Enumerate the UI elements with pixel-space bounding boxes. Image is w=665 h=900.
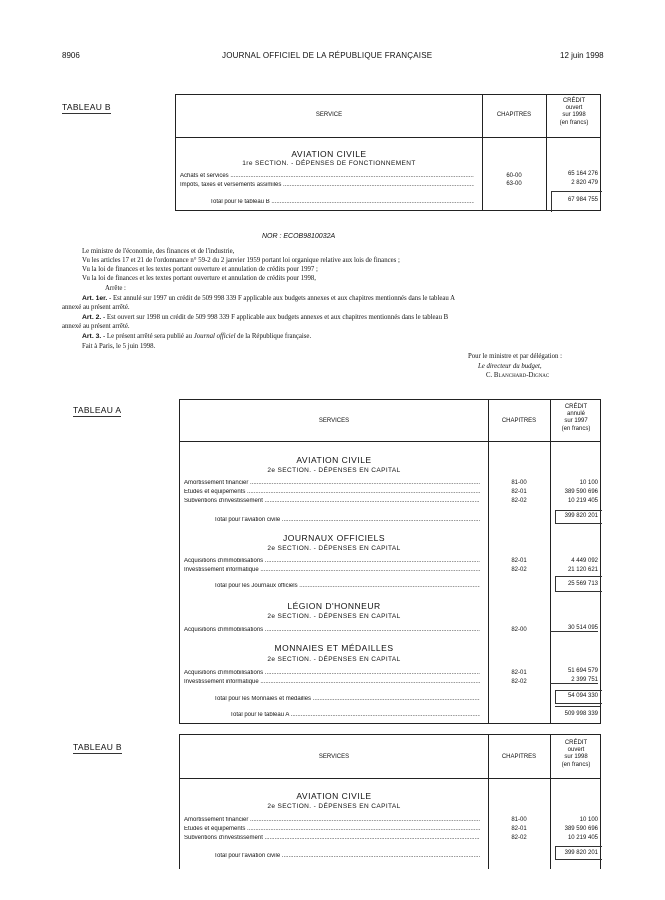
col-chapitres: CHAPITRES: [496, 112, 532, 118]
row-label: Études et équipements .....: [184, 826, 480, 832]
table-b-fonctionnement: [175, 94, 601, 211]
total-value: 399 820 201: [564, 850, 598, 856]
decree-fait: Fait à Paris, le 5 juin 1998.: [82, 343, 156, 350]
decree-vu-2: Vu la loi de finances et les textes portant ouverture et annulation de crédits pour 1997 ;: [82, 266, 318, 273]
row-label: Impôts, taxes et versements assimilés .....: [180, 182, 474, 188]
row-label: Subventions d'investissement .....: [184, 835, 480, 841]
row-chapter: 81-00: [511, 480, 527, 486]
row-label: Investissement informatique .....: [184, 679, 480, 685]
row-label: Subventions d'investissement .....: [184, 498, 480, 504]
decree-vu-1: Vu les articles 17 et 21 de l'ordonnance n° 59-2 du 2 janvier 1959 portant loi organique relative aux lois de finances ;: [82, 257, 400, 264]
section-title: LÉGION D'HONNEUR: [287, 601, 381, 611]
row-chapter: 82-02: [511, 835, 527, 841]
nor-reference: NOR : ECOB9810032A: [262, 233, 336, 240]
section-subtitle: 2e SECTION. - DÉPENSES EN CAPITAL: [267, 656, 401, 663]
grand-total-value: 509 998 339: [564, 711, 598, 717]
section-title: AVIATION CIVILE: [296, 455, 372, 465]
row-chapter: 82-02: [511, 498, 527, 504]
row-label: Études et équipements .....: [184, 489, 480, 495]
row-label: Achats et services .....: [180, 173, 474, 179]
section-title: AVIATION CIVILE: [291, 149, 367, 159]
section-title: MONNAIES ET MÉDAILLES: [274, 643, 394, 653]
total-label: Total pour le tableau B .....: [210, 199, 474, 205]
journal-title: JOURNAL OFFICIEL DE LA RÉPUBLIQUE FRANÇAISE: [222, 51, 433, 60]
decree-intro: Le ministre de l'économie, des finances et de l'industrie,: [82, 248, 235, 255]
signature-line-1: Pour le ministre et par délégation :: [468, 353, 562, 360]
row-chapter: 81-00: [511, 817, 527, 823]
row-chapter: 82-01: [511, 826, 527, 832]
total-value: 67 984 755: [567, 197, 598, 203]
row-value: 10 100: [579, 480, 598, 486]
row-label: Acquisitions d'immobilisations .....: [184, 670, 480, 676]
row-label: Acquisitions d'immobilisations .....: [184, 558, 480, 564]
row-value: 65 164 276: [567, 171, 598, 177]
decree-arrete: Arrête :: [105, 285, 126, 292]
col-chapitres: CHAPITRES: [501, 754, 537, 760]
decree-article-2-cont: annexé au présent arrêté.: [62, 323, 130, 330]
row-label: Amortissement financier .....: [184, 480, 480, 486]
col-credit: CRÉDIT ouvert sur 1998 (en francs): [561, 740, 591, 768]
row-value: 2 820 479: [571, 180, 598, 186]
total-value: 54 094 330: [567, 693, 598, 699]
signature-name: C. Blanchard-Dignac: [486, 372, 550, 379]
signature-line-2: Le directeur du budget,: [478, 363, 542, 370]
col-service: SERVICES: [318, 418, 350, 424]
row-label: Acquisitions d'immobilisations .....: [184, 627, 480, 633]
table-label: TABLEAU B: [62, 102, 111, 112]
row-value: 4 449 092: [571, 558, 598, 564]
row-value: 389 590 696: [564, 489, 598, 495]
grand-total-label: Total pour le tableau A .....: [230, 712, 480, 718]
row-label: Amortissement financier .....: [184, 817, 480, 823]
row-chapter: 82-00: [511, 627, 527, 633]
row-chapter: 82-01: [511, 489, 527, 495]
row-chapter: 82-02: [511, 679, 527, 685]
row-chapter: 82-01: [511, 558, 527, 564]
table-label: TABLEAU A: [73, 405, 122, 415]
col-service: SERVICES: [318, 754, 350, 760]
section-subtitle: 2e SECTION. - DÉPENSES EN CAPITAL: [267, 545, 401, 552]
row-value: 2 399 751: [550, 677, 598, 684]
decree-article-2: Art. 2. - Est ouvert sur 1998 un crédit de 509 998 339 F applicable aux budgets annexes et aux chapitres mentionnés dans le tableau B: [82, 314, 449, 321]
col-service: SERVICE: [315, 112, 343, 118]
total-label: Total pour l'aviation civile .....: [214, 517, 480, 523]
decree-article-3: Art. 3. - Le présent arrêté sera publié au Journal officiel de la République française.: [82, 333, 312, 340]
page-number: 8906: [62, 51, 80, 60]
section-subtitle: 2e SECTION. - DÉPENSES EN CAPITAL: [267, 803, 401, 810]
row-value: 30 514 095: [550, 625, 598, 632]
col-chapitres: CHAPITRES: [501, 418, 537, 424]
col-credit: CRÉDIT annulé sur 1997 (en francs): [561, 404, 591, 432]
total-label: Total pour l'aviation civile .....: [214, 853, 480, 859]
decree-article-1: Art. 1er. - Est annulé sur 1997 un crédit de 509 998 339 F applicable aux budgets annexes et aux chapitres mentionnés dans le tableau A: [82, 295, 455, 302]
row-value: 51 694 579: [567, 668, 598, 674]
row-chapter: 82-02: [511, 567, 527, 573]
total-label: Total pour les Journaux officiels .....: [214, 583, 480, 589]
section-subtitle: 2e SECTION. - DÉPENSES EN CAPITAL: [267, 467, 401, 474]
row-chapter: 60-00: [506, 173, 522, 179]
table-a-annulations: [179, 399, 601, 724]
row-value: 10 219 405: [567, 835, 598, 841]
total-value: 399 820 201: [564, 513, 598, 519]
issue-date: 12 juin 1998: [560, 51, 604, 60]
row-value: 10 100: [579, 817, 598, 823]
row-value: 21 120 621: [567, 567, 598, 573]
row-chapter: 63-00: [506, 181, 522, 187]
section-subtitle: 1re SECTION. - DÉPENSES DE FONCTIONNEMENT: [242, 160, 416, 167]
section-title: JOURNAUX OFFICIELS: [282, 533, 386, 543]
row-chapter: 82-01: [511, 670, 527, 676]
decree-article-1-cont: annexé au présent arrêté.: [62, 304, 130, 311]
row-value: 389 590 696: [564, 826, 598, 832]
section-title: AVIATION CIVILE: [296, 791, 372, 801]
row-label: Investissement informatique .....: [184, 567, 480, 573]
row-value: 10 219 405: [567, 498, 598, 504]
total-value: 25 569 713: [567, 581, 598, 587]
section-subtitle: 2e SECTION. - DÉPENSES EN CAPITAL: [267, 613, 401, 620]
col-credit: CRÉDIT ouvert sur 1998 (en francs): [559, 98, 589, 126]
table-b-ouvertures: [179, 734, 601, 869]
total-label: Total pour les Monnaies et médailles .....: [214, 696, 480, 702]
decree-vu-3: Vu la loi de finances et les textes portant ouverture et annulation de crédits pour 1998,: [82, 275, 317, 282]
table-label: TABLEAU B: [73, 742, 122, 752]
